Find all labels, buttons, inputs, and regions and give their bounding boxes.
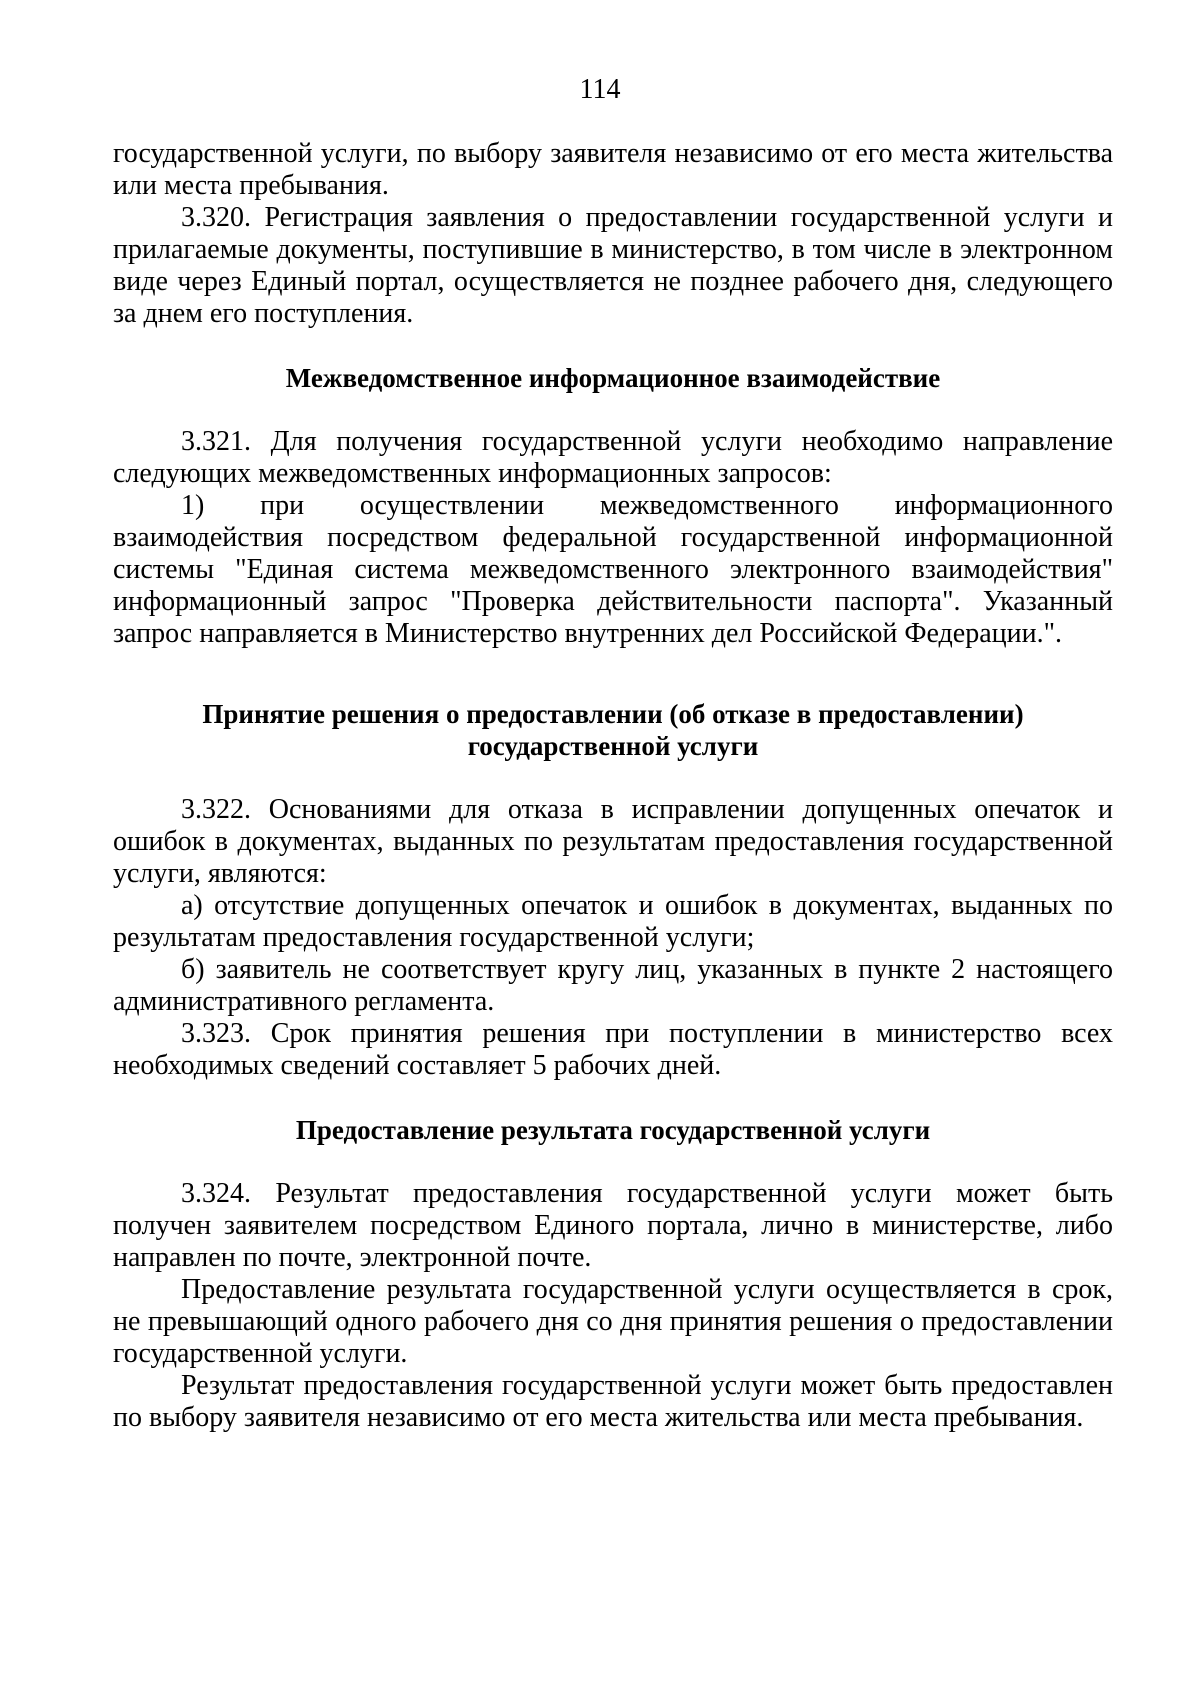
document-body bbox=[113, 138, 1113, 1434]
heading-decision-line-2: государственной услуги bbox=[467, 731, 759, 761]
spacer bbox=[113, 330, 1113, 362]
spacer bbox=[113, 1082, 1113, 1114]
spacer bbox=[113, 1146, 1113, 1178]
page-number: 114 bbox=[579, 74, 621, 105]
spacer bbox=[113, 650, 1113, 698]
paragraph-result-term: Предоставление результата государственной услуги осуществляется в срок, не превышающий одного рабочего дня со дня принятия решения о предоставлении государственной услуги. bbox=[113, 1274, 1113, 1369]
heading-interdepartmental: Межведомственное информационное взаимодействие bbox=[285, 363, 941, 393]
paragraph-result-choice: Результат предоставления государственной услуги может быть предоставлен по выбору заявителя независимо от его места жительства или места пребывания. bbox=[113, 1370, 1113, 1433]
heading-decision-line-1: Принятие решения о предоставлении (об отказе в предоставлении) bbox=[202, 699, 1024, 729]
paragraph-3-322-b: б) заявитель не соответствует кругу лиц, указанных в пункте 2 настоящего административного регламента. bbox=[113, 954, 1113, 1017]
spacer bbox=[113, 394, 1113, 426]
paragraph-3-320: 3.320. Регистрация заявления о предоставлении государственной услуги и прилагаемые документы, поступившие в министерство, в том числе в электронном виде через Единый портал, осуществляется не позднее рабочего дня, следующего за днем его поступления. bbox=[113, 202, 1113, 329]
paragraph-3-322-a: а) отсутствие допущенных опечаток и ошибок в документах, выданных по результатам предоставления государственной услуги; bbox=[113, 890, 1113, 953]
paragraph-3-323: 3.323. Срок принятия решения при поступлении в министерство всех необходимых сведений составляет 5 рабочих дней. bbox=[113, 1018, 1113, 1081]
paragraph-continuation: государственной услуги, по выбору заявителя независимо от его места жительства или места пребывания. bbox=[113, 138, 1113, 201]
paragraph-3-322: 3.322. Основаниями для отказа в исправлении допущенных опечаток и ошибок в документах, выданных по результатам предоставления государственной услуги, являются: bbox=[113, 794, 1113, 889]
heading-result: Предоставление результата государственной услуги bbox=[295, 1115, 931, 1145]
spacer bbox=[113, 762, 1113, 794]
paragraph-3-321: 3.321. Для получения государственной услуги необходимо направление следующих межведомственных информационных запросов: bbox=[113, 426, 1113, 489]
paragraph-3-324: 3.324. Результат предоставления государственной услуги может быть получен заявителем посредством Единого портала, лично в министерстве, либо направлен по почте, электронной почте. bbox=[113, 1178, 1113, 1273]
paragraph-3-321-item-1: 1) при осуществлении межведомственного информационного взаимодействия посредством федеральной государственной информационной системы "Единая система межведомственного электронного взаимодействия" информационный запрос "Проверка действительности паспорта". Указанный запрос направляется в Министерство внутренних дел Российской Федерации.". bbox=[113, 490, 1113, 649]
